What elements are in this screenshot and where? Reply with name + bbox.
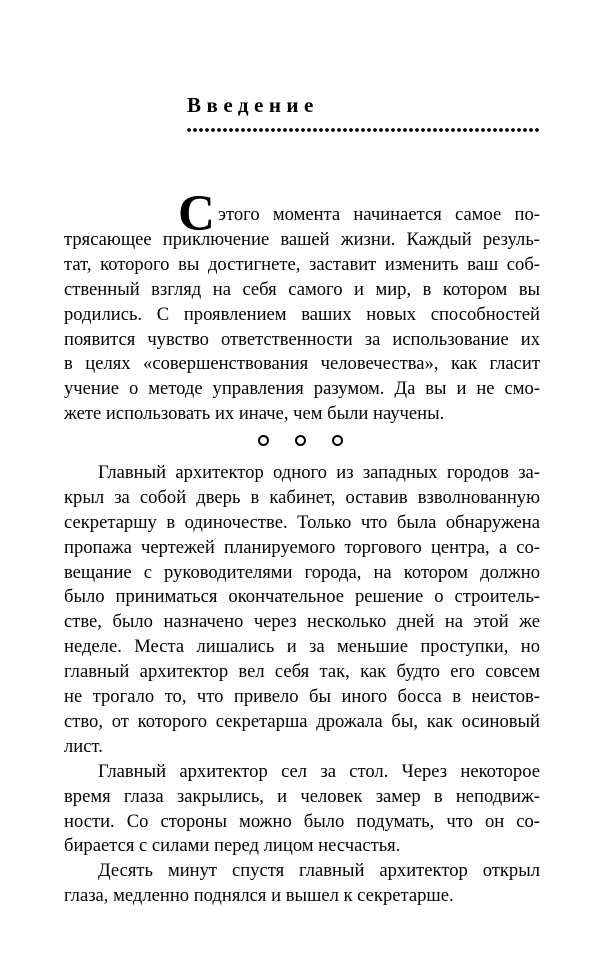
body-paragraph-1 bbox=[64, 461, 540, 760]
text-line: появится чувство ответственности за использование их bbox=[64, 328, 540, 350]
text-line: лист. bbox=[64, 735, 103, 757]
text-line: жете использовать их иначе, чем были научены. bbox=[64, 403, 445, 425]
drop-cap: С bbox=[178, 186, 215, 242]
dotted-rule bbox=[186, 126, 540, 134]
text-line: неделе. Места лишались и за меньшие проступки, но bbox=[64, 636, 540, 658]
text-line: Главный архитектор сел за стол. Через некоторое bbox=[98, 760, 540, 782]
section-separator bbox=[0, 432, 600, 452]
text-line: Главный архитектор одного из западных городов за- bbox=[98, 462, 540, 483]
text-line: трясающее приключение вашей жизни. Каждый резуль- bbox=[64, 229, 540, 250]
text-line: родились. С проявлением ваших новых способностей bbox=[64, 303, 540, 325]
intro-paragraph-first-line bbox=[218, 203, 540, 228]
text-line: бирается с силами перед лицом несчастья. bbox=[64, 835, 401, 857]
text-line: пропажа чертежей планируемого торгового центра, а со- bbox=[64, 536, 540, 558]
intro-paragraph bbox=[64, 228, 540, 427]
text-line: ственный взгляд на себя самого и мир, в котором вы bbox=[64, 278, 540, 300]
text-line: время глаза закрылись, и человек замер в неподвиж- bbox=[64, 785, 540, 807]
text-line: учение о методе управления разумом. Да вы и не смо- bbox=[64, 378, 540, 400]
text-line: Десять минут спустя главный архитектор открыл bbox=[98, 860, 540, 882]
text-line: этого момента начинается самое по- bbox=[218, 204, 540, 225]
text-line: секретаршу в одиночестве. Только что была обнаружена bbox=[64, 511, 540, 533]
text-line: ности. Со стороны можно было подумать, что он со- bbox=[64, 810, 540, 832]
chapter-title: Введение bbox=[187, 93, 319, 117]
text-line: главный архитектор вел себя так, как будто его совсем bbox=[64, 661, 540, 683]
text-line: тат, которого вы достигнете, заставит изменить ваш соб- bbox=[64, 253, 540, 275]
text-line: стве, было назначено через несколько дней на этой же bbox=[64, 611, 540, 633]
text-line: вещание с руководителями города, на котором должно bbox=[64, 561, 540, 583]
body-paragraph-2 bbox=[64, 760, 540, 860]
text-line: глаза, медленно поднялся и вышел к секретарше. bbox=[64, 885, 454, 907]
text-line: ство, от которого секретарша дрожала бы, как осиновый bbox=[64, 710, 540, 732]
text-line: в целях «совершенствования человечества», как гласит bbox=[64, 353, 540, 375]
body-paragraph-3 bbox=[64, 859, 540, 909]
text-line: не трогало то, что привело бы иного босса в неистов- bbox=[64, 686, 540, 708]
text-line: было приниматься окончательное решение о строитель- bbox=[64, 586, 540, 608]
circle-ornament-icon bbox=[258, 435, 269, 446]
circle-ornament-icon bbox=[295, 435, 306, 446]
circle-ornament-icon bbox=[332, 435, 343, 446]
text-line: крыл за собой дверь в кабинет, оставив взволнованную bbox=[64, 486, 540, 508]
